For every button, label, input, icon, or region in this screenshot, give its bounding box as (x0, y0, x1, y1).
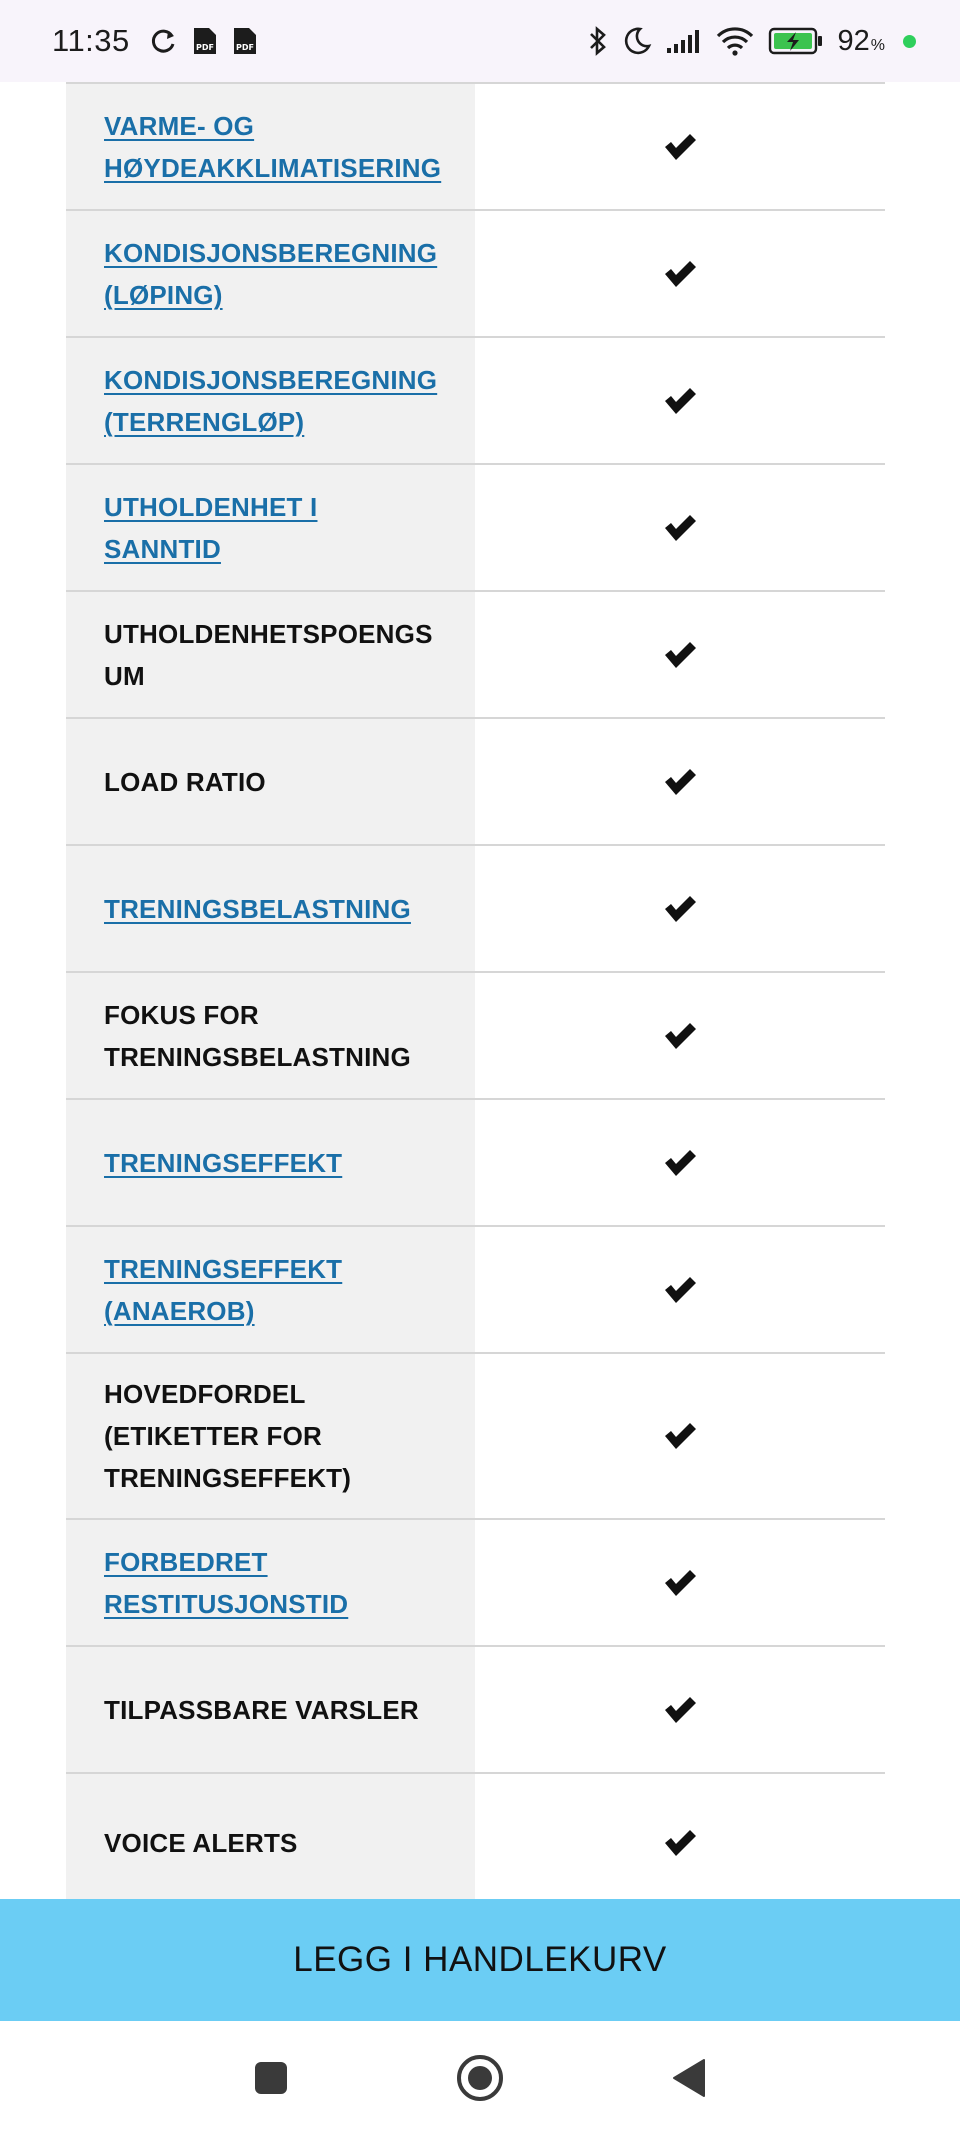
table-row (66, 1518, 885, 1645)
feature-check-cell (475, 1774, 885, 1899)
checkmark-icon (663, 1149, 697, 1177)
feature-link[interactable]: TRENINGSEFFEKT (104, 1147, 343, 1178)
checkmark-icon (663, 895, 697, 923)
add-to-cart-button[interactable] (0, 1899, 960, 2021)
feature-label: LOAD RATIO (104, 766, 266, 797)
checkmark-icon (663, 1696, 697, 1724)
bluetooth-icon (588, 25, 608, 57)
feature-name-cell (66, 1354, 475, 1518)
feature-check-cell (475, 1520, 885, 1645)
checkmark-icon (663, 641, 697, 669)
moon-icon (622, 26, 652, 56)
feature-name-cell (66, 1774, 475, 1899)
battery-percent (838, 25, 886, 58)
feature-link[interactable]: TRENINGSBELASTNING (104, 893, 411, 924)
feature-label: VOICE ALERTS (104, 1828, 298, 1858)
back-button[interactable] (672, 2058, 706, 2098)
privacy-dot-indicator (903, 35, 916, 48)
table-row (66, 82, 885, 209)
feature-check-cell (475, 84, 885, 209)
status-time: 11:35 (52, 23, 130, 58)
recents-button[interactable] (254, 2061, 288, 2095)
pdf-icon (232, 26, 258, 56)
checkmark-icon (663, 133, 697, 161)
checkmark-icon (663, 514, 697, 542)
table-row (66, 209, 885, 336)
feature-check-cell (475, 465, 885, 590)
checkmark-icon (663, 1022, 697, 1050)
checkmark-icon (663, 1829, 697, 1857)
feature-name-cell (66, 211, 475, 336)
feature-name-cell (66, 1647, 475, 1772)
svg-text:PDF: PDF (195, 43, 214, 52)
feature-name-cell (66, 973, 475, 1098)
feature-check-cell (475, 973, 885, 1098)
table-row (66, 1098, 885, 1225)
status-bar (0, 0, 960, 82)
checkmark-icon (663, 768, 697, 796)
table-row (66, 971, 885, 1098)
back-triangle-icon (672, 2058, 706, 2098)
feature-check-cell (475, 1354, 885, 1518)
svg-text:PDF: PDF (235, 43, 254, 52)
table-row (66, 717, 885, 844)
feature-link[interactable]: KONDISJONSBEREGNING (LØPING) (104, 237, 438, 310)
table-row (66, 336, 885, 463)
feature-link[interactable]: UTHOLDENHET I SANNTID (104, 491, 318, 564)
feature-check-cell (475, 1100, 885, 1225)
feature-name-cell (66, 1227, 475, 1352)
home-circle-icon (456, 2054, 504, 2102)
feature-check-cell (475, 338, 885, 463)
feature-label: FOKUS FOR TRENINGSBELASTNING (104, 999, 411, 1072)
navigation-bar (0, 2021, 960, 2134)
feature-table[interactable] (66, 82, 885, 1899)
feature-check-cell (475, 719, 885, 844)
feature-check-cell (475, 1227, 885, 1352)
status-bar-right (588, 25, 917, 58)
feature-name-cell (66, 338, 475, 463)
table-row (66, 844, 885, 971)
table-row (66, 1352, 885, 1518)
feature-check-cell (475, 846, 885, 971)
table-row (66, 1772, 885, 1899)
table-row (66, 1645, 885, 1772)
checkmark-icon (663, 1276, 697, 1304)
feature-label: UTHOLDENHETSPOENGSUM (104, 618, 433, 691)
table-row (66, 463, 885, 590)
home-button[interactable] (456, 2054, 504, 2102)
pdf-icon (192, 26, 218, 56)
add-to-cart-label: LEGG I HANDLEKURV (293, 1940, 667, 1979)
recents-square-icon (254, 2061, 288, 2095)
checkmark-icon (663, 260, 697, 288)
feature-link[interactable]: TRENINGSEFFEKT (ANAEROB) (104, 1253, 343, 1326)
feature-check-cell (475, 592, 885, 717)
battery-percent-sign: % (870, 36, 885, 54)
feature-link[interactable]: FORBEDRET RESTITUSJONSTID (104, 1546, 349, 1619)
signal-icon (666, 28, 702, 54)
feature-check-cell (475, 1647, 885, 1772)
checkmark-icon (663, 1422, 697, 1450)
wifi-icon (716, 26, 754, 56)
battery-charging-icon (768, 26, 824, 56)
checkmark-icon (663, 1569, 697, 1597)
feature-name-cell (66, 1100, 475, 1225)
feature-link[interactable]: VARME- OG HØYDEAKKLIMATISERING (104, 110, 442, 183)
feature-name-cell (66, 465, 475, 590)
feature-name-cell (66, 84, 475, 209)
status-bar-left (52, 23, 258, 59)
feature-check-cell (475, 211, 885, 336)
table-row (66, 1225, 885, 1352)
sync-icon (150, 27, 178, 55)
checkmark-icon (663, 387, 697, 415)
feature-name-cell (66, 1520, 475, 1645)
feature-link[interactable]: KONDISJONSBEREGNING (TERRENGLØP) (104, 364, 438, 437)
table-row (66, 590, 885, 717)
feature-name-cell (66, 846, 475, 971)
feature-name-cell (66, 592, 475, 717)
feature-label: TILPASSBARE VARSLER (104, 1694, 419, 1725)
feature-name-cell (66, 719, 475, 844)
feature-label: HOVEDFORDEL (ETIKETTER FOR TRENINGSEFFEKT) (104, 1379, 352, 1493)
battery-percent-value: 92 (837, 24, 870, 57)
